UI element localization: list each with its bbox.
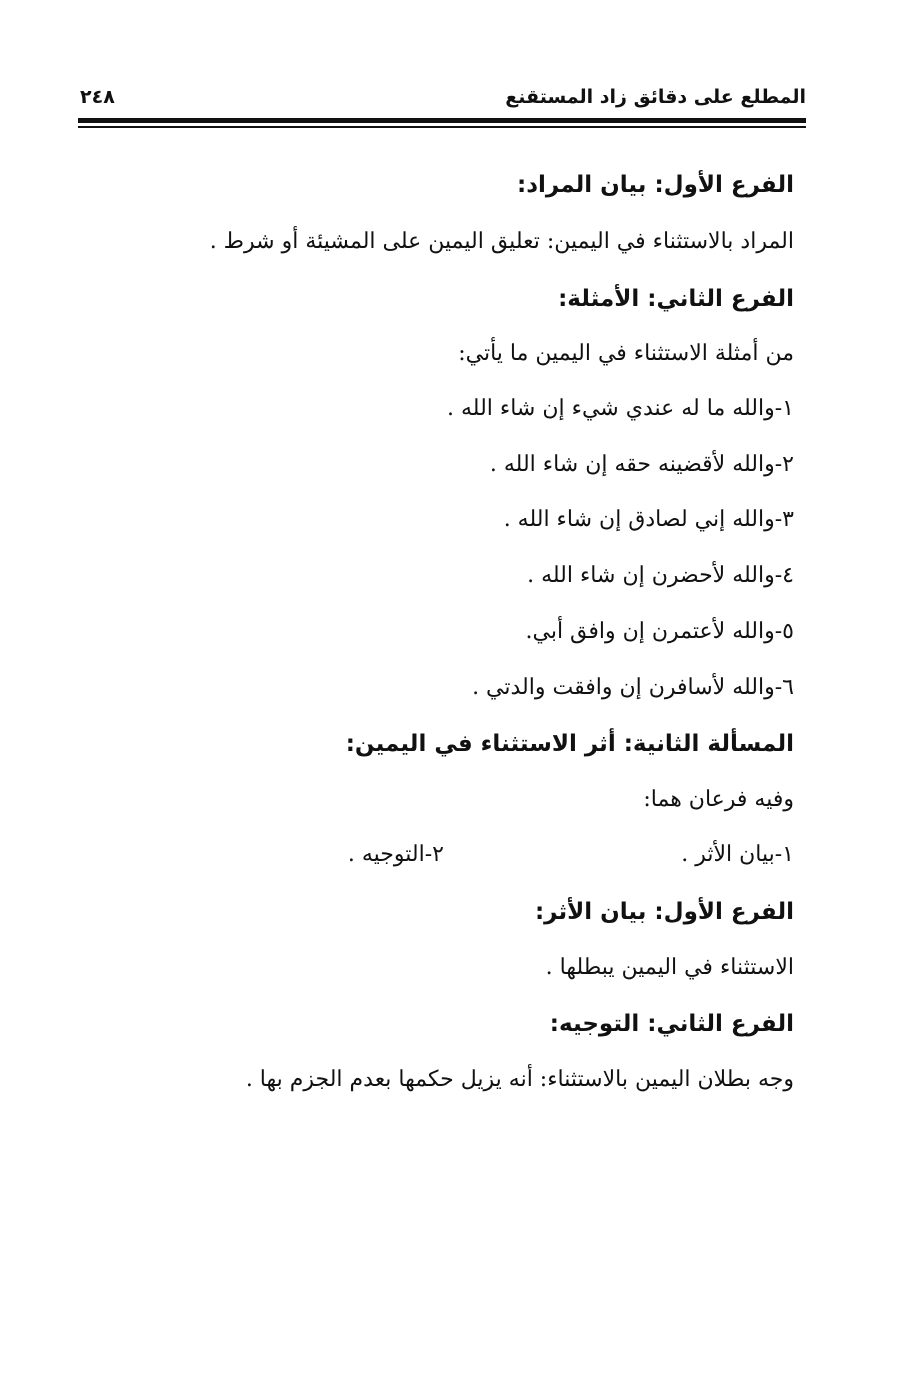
branch-item: ٢-التوجيه . [347,842,444,867]
heading-branch-two: الفرع الثاني: الأمثلة: [558,286,794,312]
page-header [80,80,806,120]
paragraph-examples-intro: من أمثلة الاستثناء في اليمين ما يأتي: [458,341,794,366]
heading-justification: الفرع الثاني: التوجيه: [549,1011,794,1037]
paragraph-effect: الاستثناء في اليمين يبطلها . [545,955,794,980]
example-item: ٤-والله لأحضرن إن شاء الله . [527,563,794,588]
example-item: ٣-والله إني لصادق إن شاء الله . [503,507,794,532]
paragraph-two-branches: وفيه فرعان هما: [643,787,794,812]
running-title: المطلع على دقائق زاد المستقنع [505,86,806,108]
header-rule-thick [78,118,806,123]
example-item: ١-والله ما له عندي شيء إن شاء الله . [447,396,794,421]
branches-list [194,840,794,870]
heading-branch-one: الفرع الأول: بيان المراد: [517,172,794,198]
example-item: ٥-والله لأعتمرن إن وافق أبي. [525,619,794,644]
header-rule-thin [78,126,806,128]
example-item: ٦-والله لأسافرن إن وافقت والدتي . [472,675,794,700]
heading-second-issue: المسألة الثانية: أثر الاستثناء في اليمين: [345,731,794,757]
branch-item: ١-بيان الأثر . [681,842,794,867]
page-number: ٢٤٨ [80,86,115,108]
paragraph-definition: المراد بالاستثناء في اليمين: تعليق اليمين على المشيئة أو شرط . [209,229,794,254]
paragraph-justification: وجه بطلان اليمين بالاستثناء: أنه يزيل حكمها بعدم الجزم بها . [245,1067,794,1092]
heading-effect: الفرع الأول: بيان الأثر: [534,899,794,925]
example-item: ٢-والله لأقضينه حقه إن شاء الله . [489,452,794,477]
